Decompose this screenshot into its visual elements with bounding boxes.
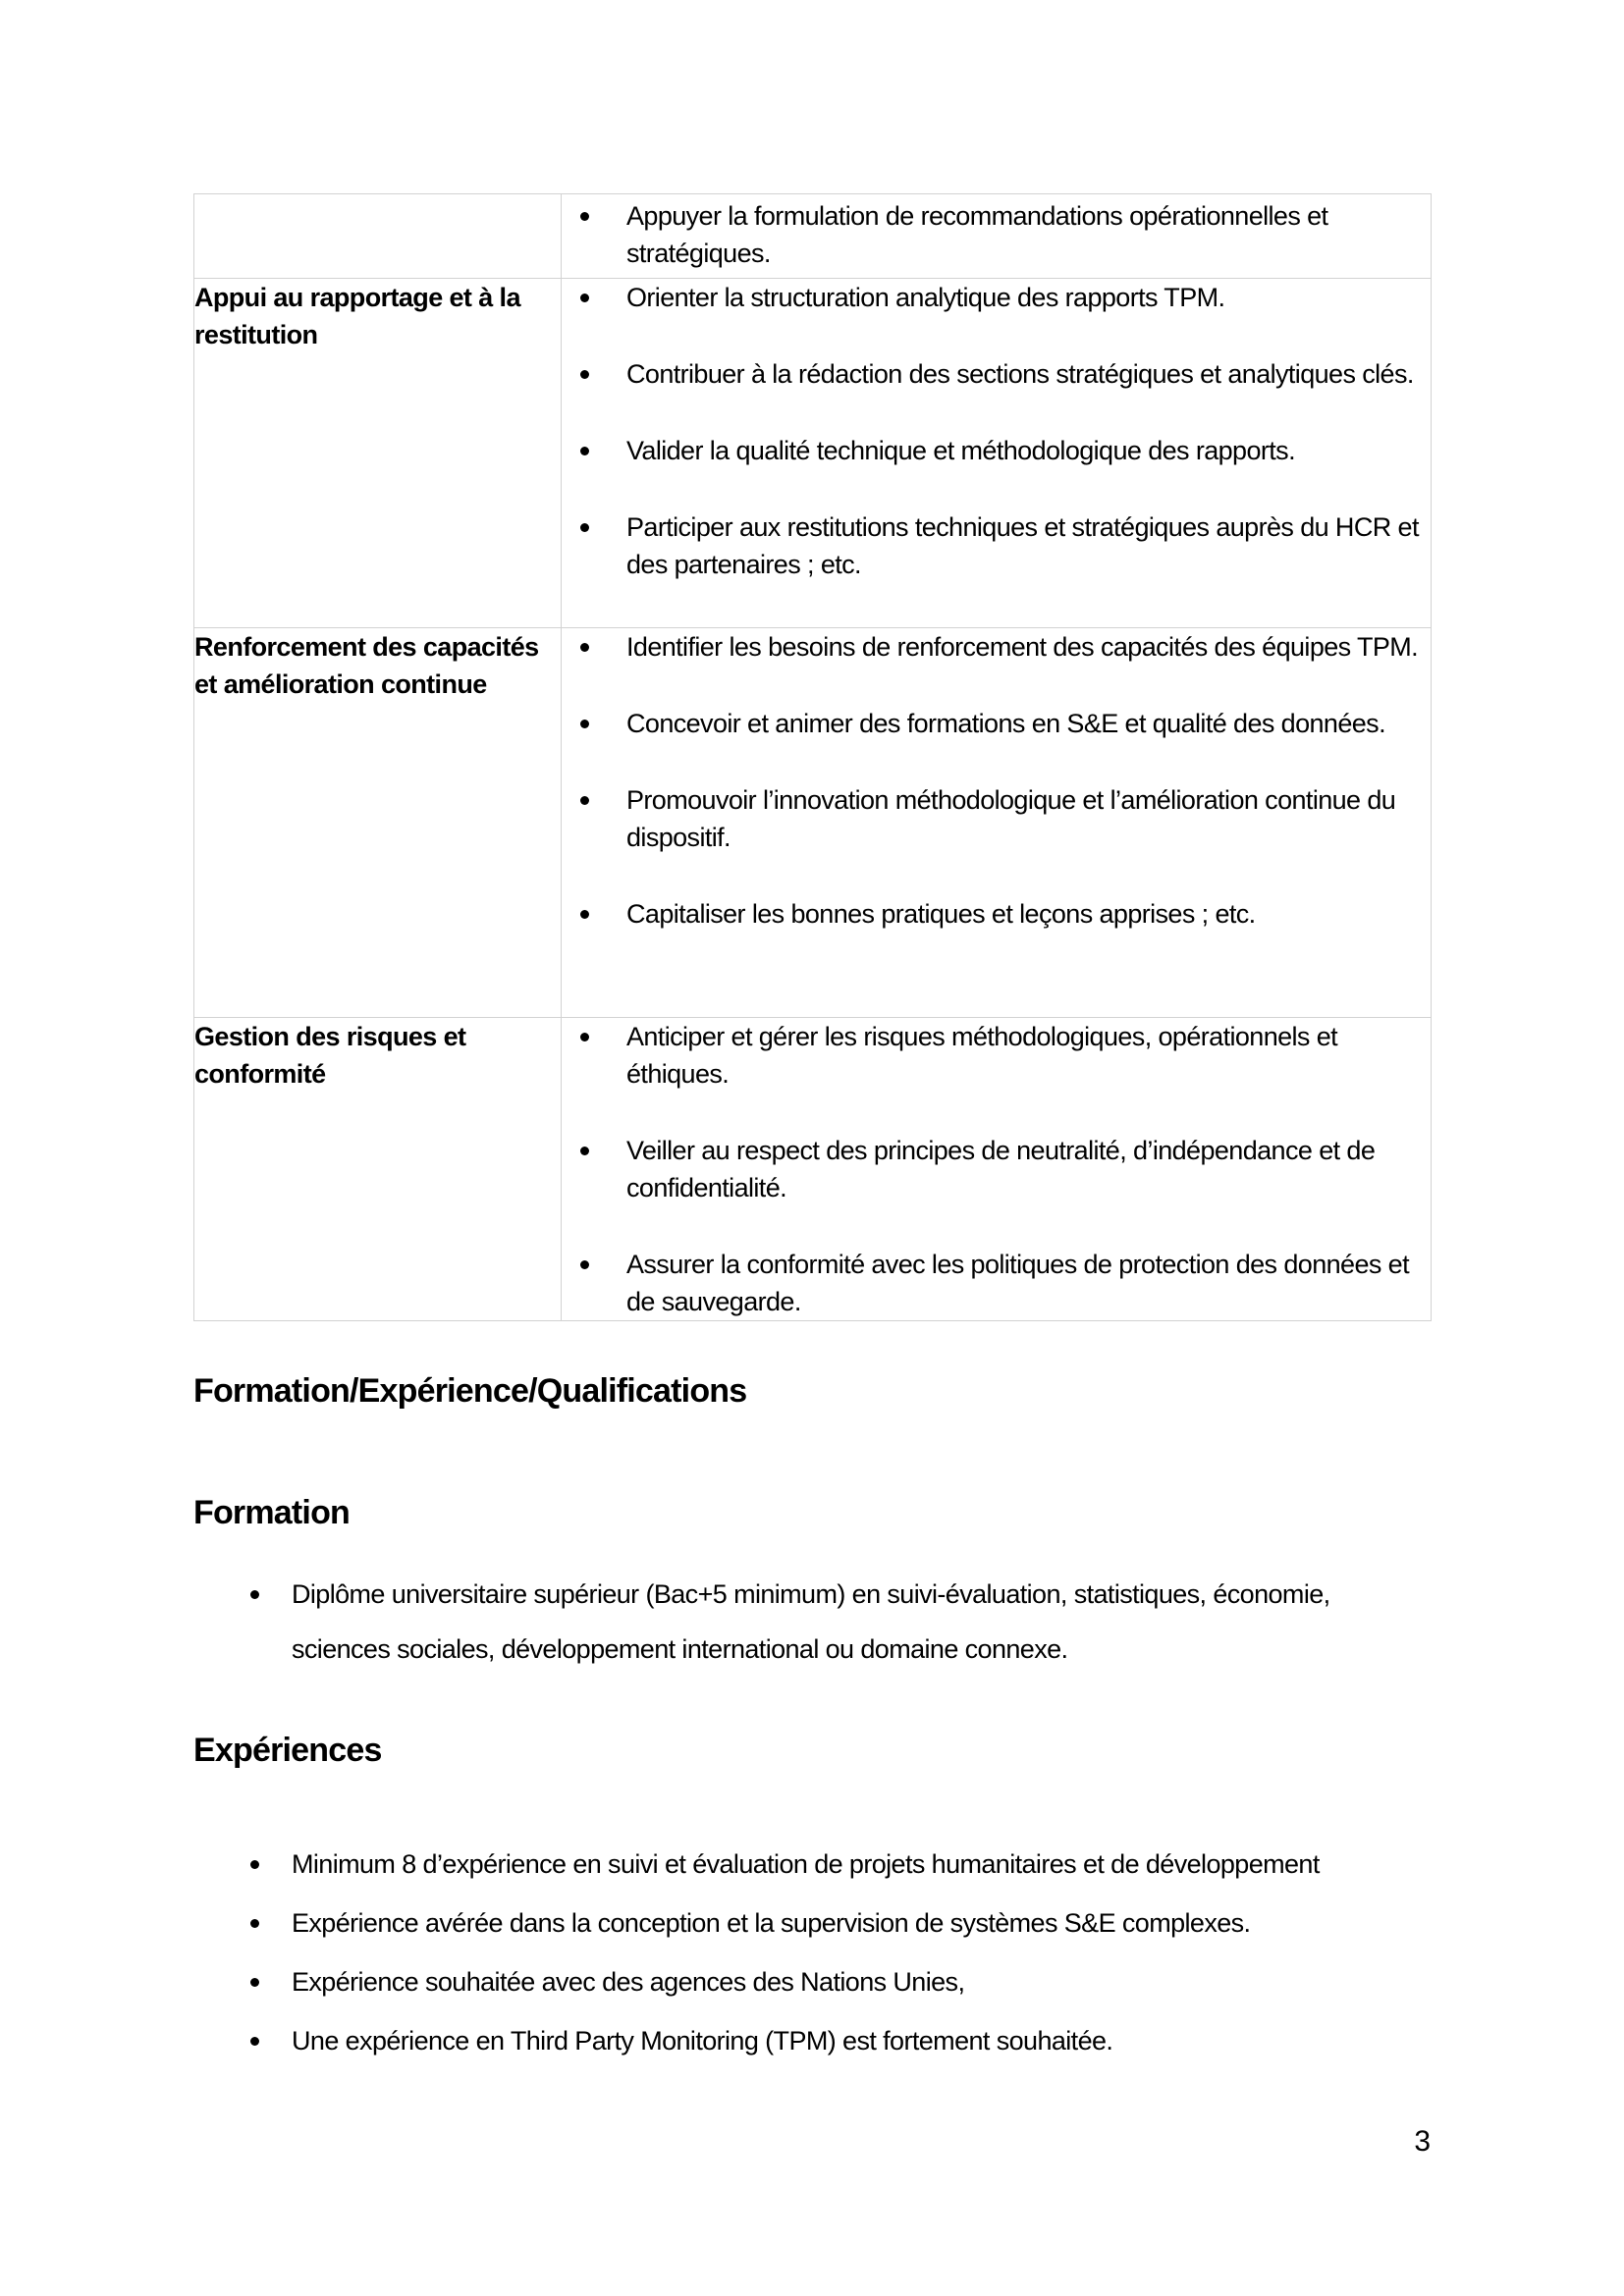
list-item: Capitaliser les bonnes pratiques et leçons apprises ; etc. (562, 895, 1431, 933)
table-row (194, 279, 1432, 628)
section-heading-formation: Formation (193, 1494, 351, 1531)
list-item: Diplôme universitaire supérieur (Bac+5 minimum) en suivi-évaluation, statistiques, économie, sciences sociales, développement international ou domaine connexe. (193, 1567, 1431, 1677)
list-item: Une expérience en Third Party Monitoring (TPM) est fortement souhaitée. (193, 2022, 1431, 2059)
bullet-icon (250, 1978, 259, 1987)
row-label: Appui au rapportage et à la restitution (194, 279, 562, 628)
bullet-icon (250, 2037, 259, 2046)
row-label: Renforcement des capacités et amélioration continue (194, 628, 562, 1018)
bullet-icon (580, 1033, 589, 1041)
list-item: Minimum 8 d’expérience en suivi et évaluation de projets humanitaires et de développement (193, 1845, 1431, 1883)
list-item: Concevoir et animer des formations en S&E et qualité des données. (562, 705, 1431, 742)
bullet-icon (580, 370, 589, 379)
list-item: Participer aux restitutions techniques et stratégiques auprès du HCR et des partenaires ; etc. (562, 508, 1431, 583)
bullet-icon (580, 720, 589, 728)
list-item: Veiller au respect des principes de neutralité, d’indépendance et de confidentialité. (562, 1132, 1431, 1206)
bullet-icon (580, 447, 589, 455)
row-label (194, 194, 562, 279)
row-label: Gestion des risques et conformité (194, 1018, 562, 1321)
bullet-icon (250, 1860, 259, 1869)
list-item: Contribuer à la rédaction des sections stratégiques et analytiques clés. (562, 355, 1431, 393)
list-item: Promouvoir l’innovation méthodologique et l’amélioration continue du dispositif. (562, 781, 1431, 856)
row-items (562, 194, 1432, 279)
list-item: Valider la qualité technique et méthodologique des rapports. (562, 432, 1431, 469)
list-item: Expérience souhaitée avec des agences des Nations Unies, (193, 1963, 1431, 2001)
list-item: Appuyer la formulation de recommandations opérationnelles et stratégiques. (562, 197, 1431, 272)
section-heading-qualifications: Formation/Expérience/Qualifications (193, 1372, 747, 1410)
list-item: Anticiper et gérer les risques méthodologiques, opérationnels et éthiques. (562, 1018, 1431, 1093)
bullet-icon (580, 910, 589, 919)
row-items (562, 1018, 1432, 1321)
bullet-icon (580, 294, 589, 302)
formation-list (193, 1567, 1431, 1677)
experiences-list (193, 1845, 1431, 2059)
table-row (194, 628, 1432, 1018)
bullet-icon (250, 1590, 259, 1599)
list-item: Assurer la conformité avec les politiques de protection des données et de sauvegarde. (562, 1246, 1431, 1320)
list-item: Orienter la structuration analytique des rapports TPM. (562, 279, 1431, 316)
list-item: Identifier les besoins de renforcement des capacités des équipes TPM. (562, 628, 1431, 666)
section-heading-experiences: Expériences (193, 1732, 382, 1769)
bullet-icon (580, 643, 589, 652)
responsibilities-table (193, 193, 1432, 1321)
bullet-icon (580, 1147, 589, 1155)
bullet-icon (580, 212, 589, 221)
list-item: Expérience avérée dans la conception et la supervision de systèmes S&E complexes. (193, 1904, 1431, 1942)
table-row (194, 1018, 1432, 1321)
table-row (194, 194, 1432, 279)
row-items (562, 279, 1432, 628)
bullet-icon (580, 796, 589, 805)
bullet-icon (250, 1919, 259, 1928)
page-number: 3 (1414, 2125, 1431, 2158)
row-items (562, 628, 1432, 1018)
bullet-icon (580, 1260, 589, 1269)
bullet-icon (580, 523, 589, 532)
